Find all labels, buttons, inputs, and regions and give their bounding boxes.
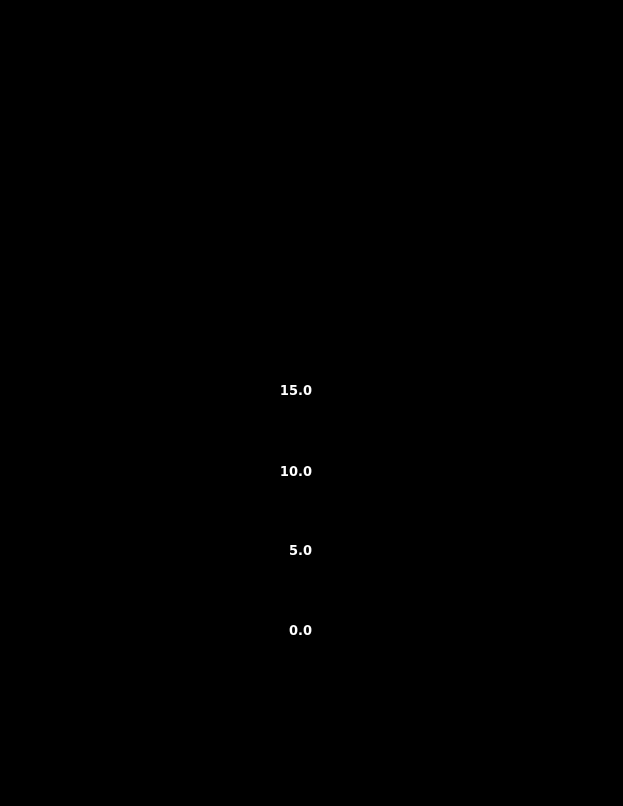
y-axis-tick-label-1: 5.0 [288, 544, 312, 559]
y-axis-tick-label-3: 15.0 [279, 384, 312, 399]
y-axis-tick-label-2: 10.0 [279, 465, 312, 480]
y-axis-tick-label-0: 0.0 [288, 624, 312, 639]
